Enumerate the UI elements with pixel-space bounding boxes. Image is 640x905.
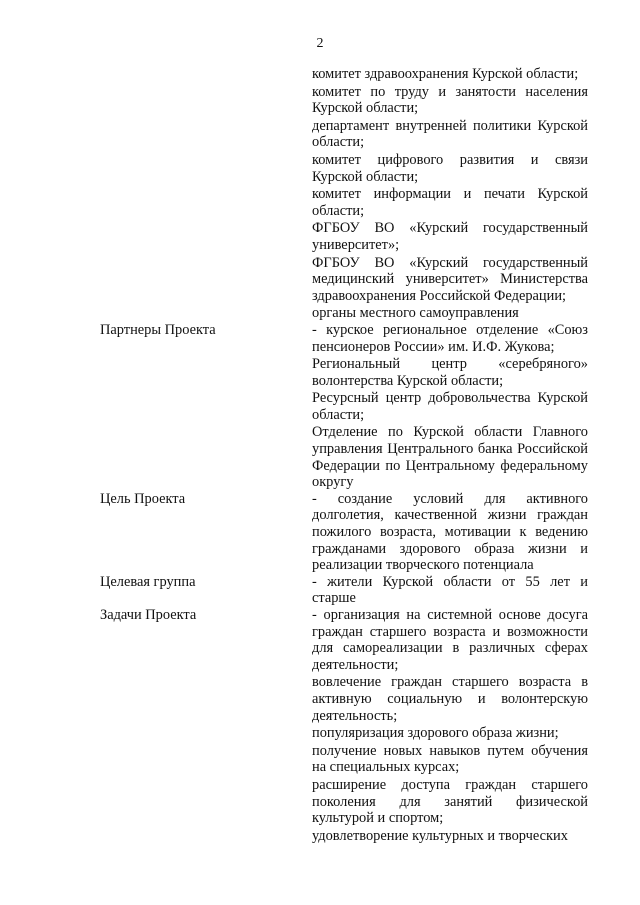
page-number: 2	[316, 36, 324, 51]
table-row-tasks	[100, 607, 588, 844]
paragraph: - создание условий для активного долголетия, качественной жизни граждан пожилого возраста, мотивации к ведению гражданами здорового образа жизни и реализации творческого потенциала	[312, 490, 588, 574]
paragraph: комитет цифрового развития и связи Курской области;	[312, 151, 588, 185]
table-row-target-group	[100, 574, 588, 607]
paragraph: Региональный центр «серебряного» волонтерства Курской области;	[312, 356, 588, 389]
paragraph: комитет информации и печати Курской области;	[312, 186, 588, 219]
row-content	[312, 574, 588, 607]
row-content	[312, 322, 588, 491]
paragraph: расширение доступа граждан старшего поколения для занятий физической культурой и спортом;	[312, 776, 588, 827]
table-row-partners	[100, 322, 588, 491]
paragraph: - курское региональное отделение «Союз пенсионеров России» им. И.Ф. Жукова;	[312, 321, 588, 355]
paragraph: ФГБОУ ВО «Курский государственный медицинский университет» Министерства здравоохранения Российской Федерации;	[312, 254, 588, 304]
paragraph: получение новых навыков путем обучения на специальных курсах;	[312, 742, 588, 776]
paragraph: популяризация здорового образа жизни;	[312, 725, 559, 742]
table-row-participants	[100, 66, 588, 322]
paragraph: органы местного самоуправления	[312, 305, 519, 322]
row-label: Цель Проекта	[100, 490, 186, 507]
row-content	[312, 607, 588, 844]
paragraph: комитет здравоохранения Курской области;	[312, 66, 579, 82]
paragraph: вовлечение граждан старшего возраста в активную социальную и волонтерскую деятельность;	[312, 674, 588, 724]
paragraph: департамент внутренней политики Курской области;	[312, 117, 588, 151]
row-label: Целевая группа	[100, 573, 196, 590]
paragraph: ФГБОУ ВО «Курский государственный университет»;	[312, 220, 588, 253]
paragraph: - жители Курской области от 55 лет и старше	[312, 573, 588, 607]
project-table	[100, 66, 588, 844]
row-content	[312, 66, 588, 322]
paragraph: - организация на системной основе досуга граждан старшего возраста и возможности для самореализации в различных сферах деятельности;	[312, 607, 588, 673]
row-content	[312, 491, 588, 574]
paragraph: Ресурсный центр добровольчества Курской области;	[312, 390, 588, 423]
paragraph: удовлетворение культурных и творческих	[312, 827, 568, 844]
paragraph: Отделение по Курской области Главного управления Центрального банка Российской Федерации по Центральному федеральному округу	[312, 424, 588, 491]
row-label: Партнеры Проекта	[100, 321, 216, 338]
paragraph: комитет по труду и занятости населения Курской области;	[312, 83, 588, 117]
row-label: Задачи Проекта	[100, 607, 197, 623]
table-row-goal	[100, 491, 588, 574]
